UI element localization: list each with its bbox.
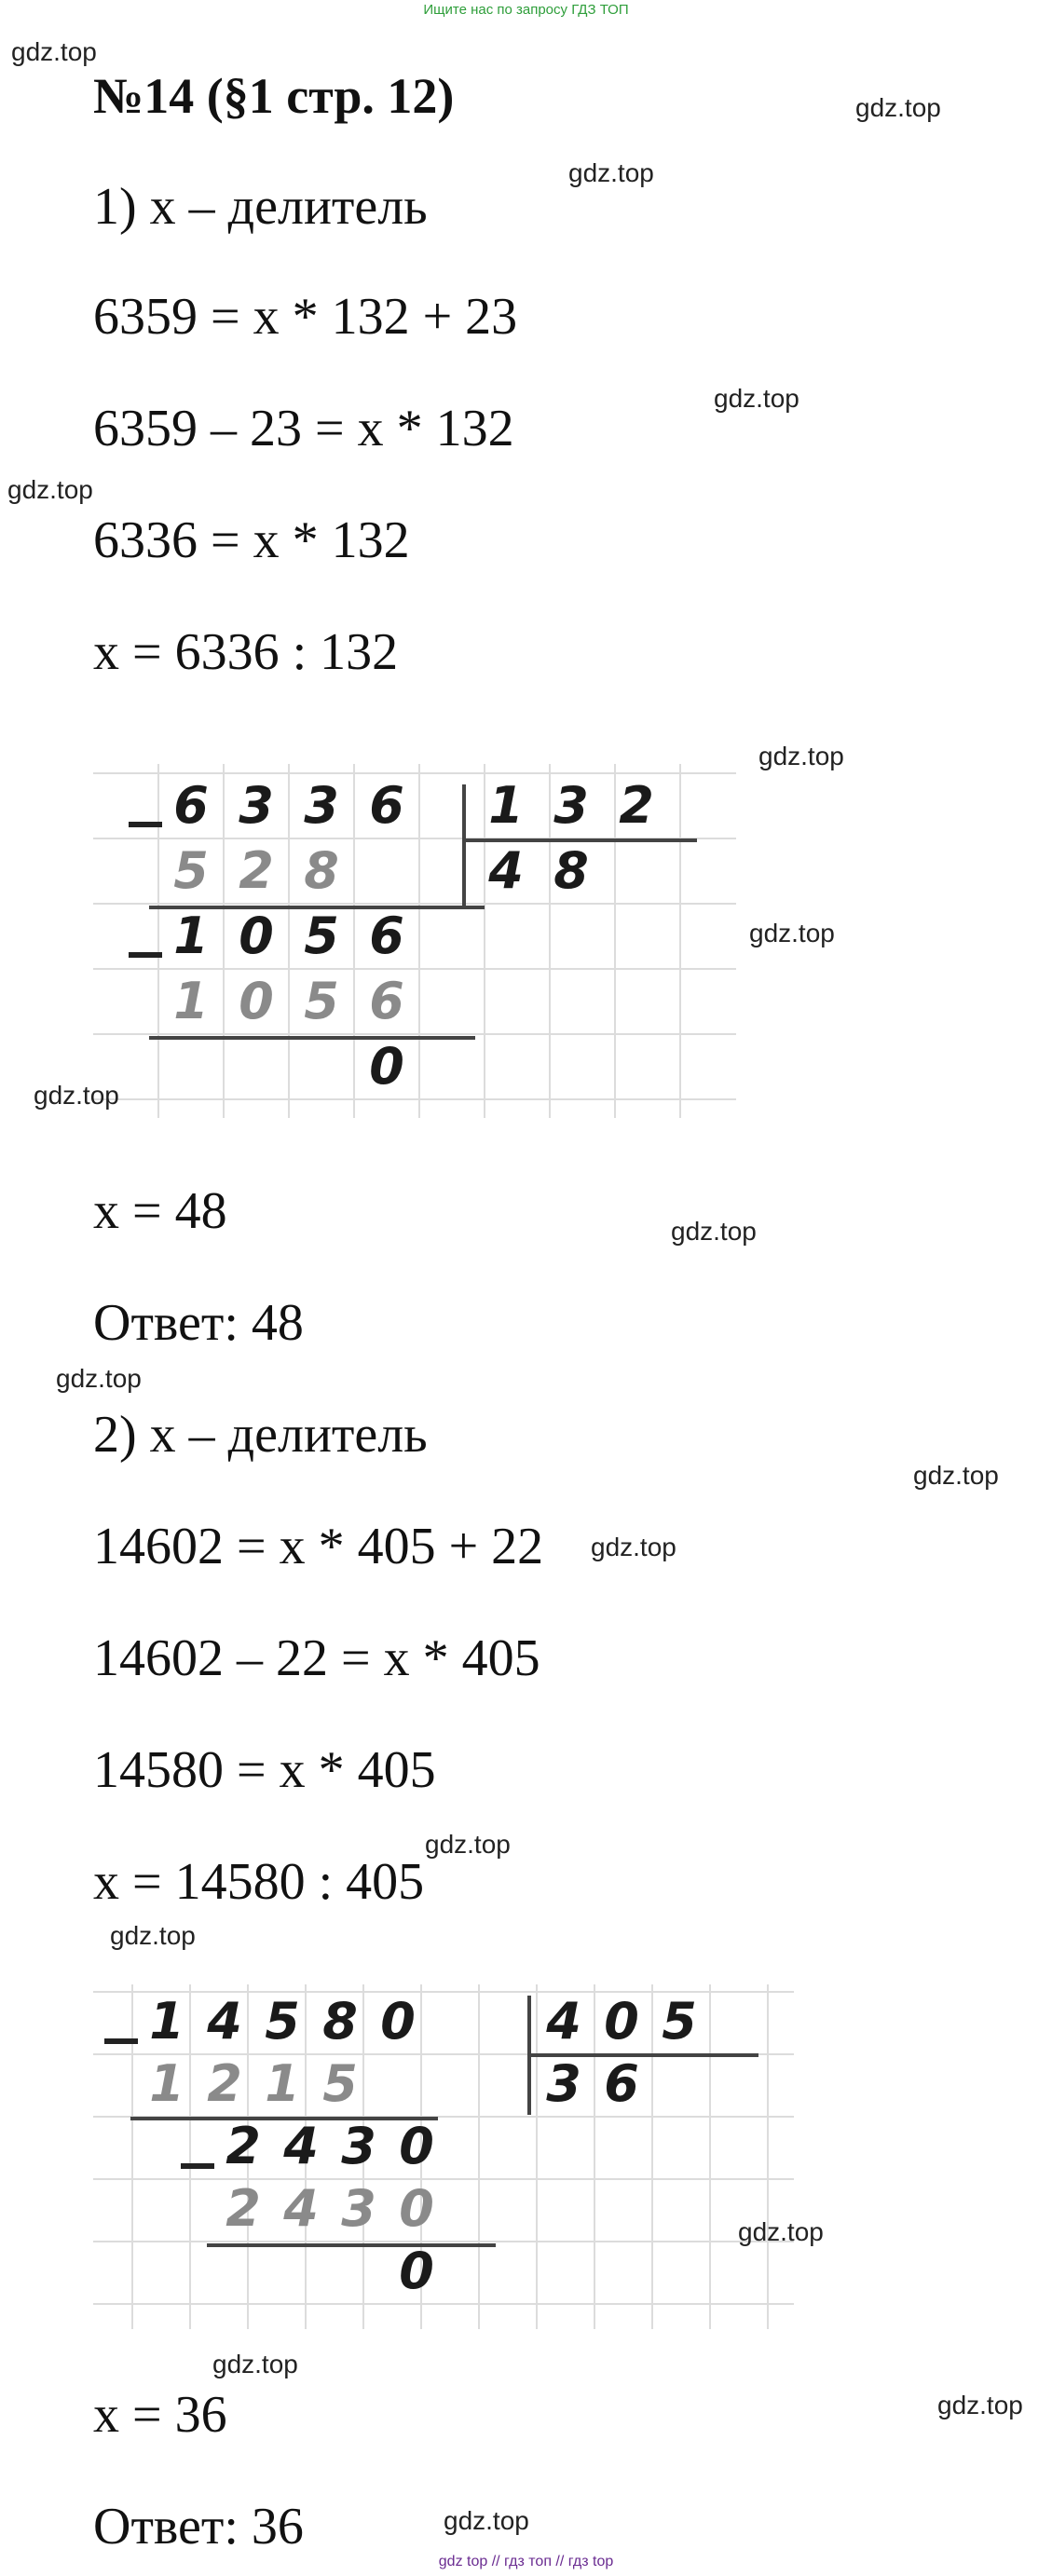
divisor-digit: 3 xyxy=(553,776,589,835)
watermark: gdz.top xyxy=(937,2391,1023,2419)
part2-heading: 2) x – делитель xyxy=(93,1406,428,1464)
watermark: gdz.top xyxy=(738,2217,824,2246)
watermark: gdz.top xyxy=(855,93,941,122)
quotient-digit: 3 xyxy=(546,2054,581,2113)
part1-result: x = 48 xyxy=(93,1182,227,1240)
digit: 5 xyxy=(304,972,339,1030)
digit: 2 xyxy=(207,2054,242,2113)
watermark: gdz.top xyxy=(56,1364,142,1393)
watermark: gdz.top xyxy=(34,1081,119,1110)
part1-equation-3: 6336 = x * 132 xyxy=(93,511,410,569)
watermark: gdz.top xyxy=(425,1830,511,1859)
digit: 4 xyxy=(283,2179,319,2238)
digit: 1 xyxy=(149,1992,184,2051)
watermark: gdz.top xyxy=(11,37,97,66)
digit: 0 xyxy=(239,906,274,965)
divisor-digit: 2 xyxy=(619,776,654,835)
digit: 5 xyxy=(265,1992,300,2051)
part1-equation-2: 6359 – 23 = x * 132 xyxy=(93,400,514,457)
digit: 4 xyxy=(283,2117,319,2175)
watermark: gdz.top xyxy=(671,1217,757,1246)
footer-links[interactable]: gdz top // гдз топ // гдз top xyxy=(438,2554,614,2569)
digit: 0 xyxy=(239,972,274,1030)
digit: 0 xyxy=(380,1992,416,2051)
part2-equation-1: 14602 = x * 405 + 22 xyxy=(93,1518,544,1575)
digit: 1 xyxy=(173,906,209,965)
part2-result: x = 36 xyxy=(93,2386,227,2444)
divisor-digit: 0 xyxy=(604,1992,639,2051)
long-division-1 xyxy=(93,764,745,1127)
part1-heading: 1) x – делитель xyxy=(93,178,428,236)
digit: 1 xyxy=(173,972,209,1030)
watermark: gdz.top xyxy=(749,919,835,947)
long-division-2 xyxy=(93,1984,801,2338)
part2-answer: Ответ: 36 xyxy=(93,2498,304,2556)
digit: 5 xyxy=(173,841,209,900)
digit: 6 xyxy=(369,776,404,835)
digit: 5 xyxy=(304,906,339,965)
watermark: gdz.top xyxy=(913,1461,999,1490)
quotient-digit: 6 xyxy=(604,2054,639,2113)
digit: 6 xyxy=(173,776,209,835)
watermark: gdz.top xyxy=(591,1533,676,1561)
division-bar xyxy=(462,784,466,906)
watermark: gdz.top xyxy=(444,2506,529,2535)
part2-equation-4: x = 14580 : 405 xyxy=(93,1853,425,1911)
digit: 8 xyxy=(322,1992,358,2051)
part2-equation-3: 14580 = x * 405 xyxy=(93,1741,436,1799)
top-banner-link[interactable]: Ищите нас по запросу ГДЗ ТОП xyxy=(423,2,629,18)
subtraction-rule xyxy=(207,2243,496,2247)
digit: 4 xyxy=(207,1992,242,2051)
exercise-title: №14 (§1 стр. 12) xyxy=(93,68,455,124)
digit: 6 xyxy=(369,906,404,965)
remainder: 0 xyxy=(369,1037,404,1096)
minus-sign xyxy=(129,822,162,827)
digit: 0 xyxy=(399,2117,434,2175)
digit: 6 xyxy=(369,972,404,1030)
watermark: gdz.top xyxy=(758,742,844,770)
divisor-digit: 1 xyxy=(488,776,524,835)
divisor-digit: 5 xyxy=(662,1992,697,2051)
watermark: gdz.top xyxy=(212,2350,298,2378)
divisor-digit: 4 xyxy=(546,1992,581,2051)
watermark: gdz.top xyxy=(714,384,799,413)
quotient-digit: 4 xyxy=(488,841,524,900)
part2-equation-2: 14602 – 22 = x * 405 xyxy=(93,1629,540,1687)
minus-sign xyxy=(104,2038,138,2044)
digit: 3 xyxy=(341,2117,376,2175)
digit: 2 xyxy=(225,2179,261,2238)
quotient-digit: 8 xyxy=(553,841,589,900)
subtraction-rule xyxy=(149,1036,475,1040)
digit: 0 xyxy=(399,2179,434,2238)
watermark: gdz.top xyxy=(7,475,93,504)
digit: 1 xyxy=(149,2054,184,2113)
digit: 5 xyxy=(322,2054,358,2113)
digit: 3 xyxy=(239,776,274,835)
minus-sign xyxy=(181,2163,214,2169)
digit: 3 xyxy=(304,776,339,835)
digit: 2 xyxy=(225,2117,261,2175)
digit: 3 xyxy=(341,2179,376,2238)
watermark: gdz.top xyxy=(568,158,654,187)
digit: 8 xyxy=(304,841,339,900)
part1-answer: Ответ: 48 xyxy=(93,1294,304,1352)
minus-sign xyxy=(129,952,162,958)
part1-equation-1: 6359 = x * 132 + 23 xyxy=(93,288,518,346)
part1-equation-4: x = 6336 : 132 xyxy=(93,623,399,681)
watermark: gdz.top xyxy=(110,1921,196,1950)
remainder: 0 xyxy=(399,2242,434,2300)
digit: 2 xyxy=(239,841,274,900)
digit: 1 xyxy=(265,2054,300,2113)
